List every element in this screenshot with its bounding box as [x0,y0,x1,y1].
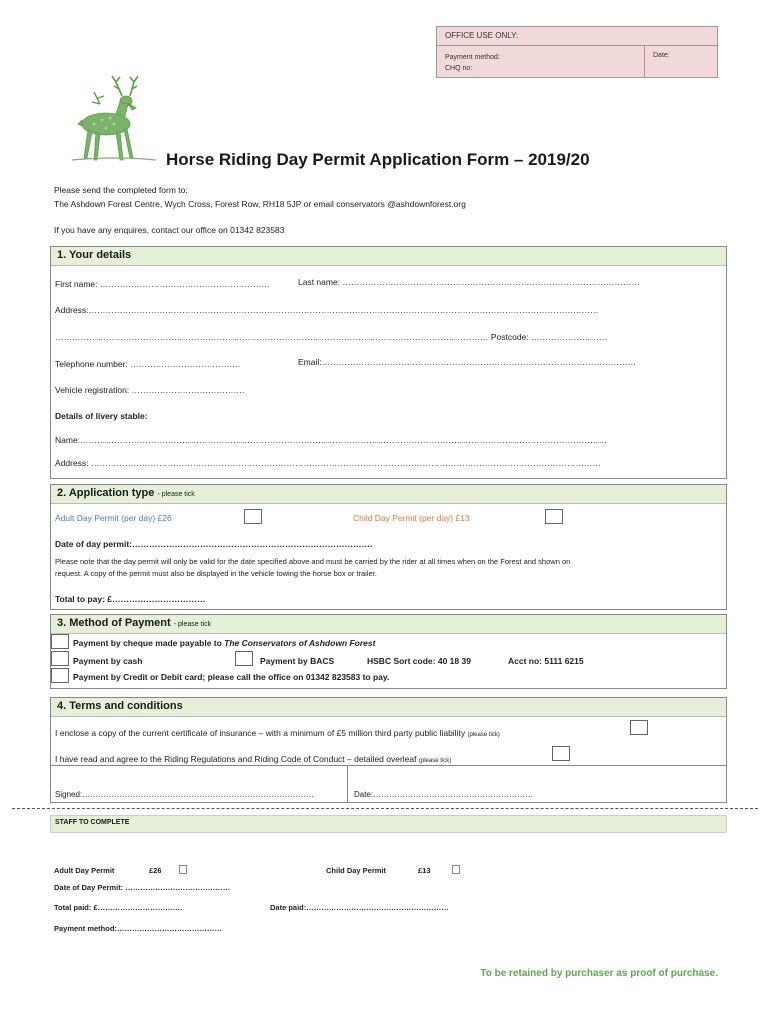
card-checkbox[interactable] [51,668,69,683]
office-date: Date: [644,46,718,78]
first-name-field[interactable]: First name: …………………………………………………… [55,279,270,289]
cash-payment-label: Payment by cash [73,656,143,666]
regulations-text: I have read and agree to the Riding Regulations and Riding Code of Conduct – detailed overleaf [55,754,417,764]
office-use-box [436,26,718,78]
staff-header: STAFF TO COMPLETE [50,815,727,833]
staff-date-of-permit[interactable]: Date of Day Permit: …………………………………… [54,883,231,892]
total-to-pay-field[interactable]: Total to pay: £…………………………… [55,594,206,604]
vehicle-registration-field[interactable]: Vehicle registration: …………………………………. [55,385,245,395]
section-3-note: - please tick [173,621,212,628]
section-4-title: 4. Terms and conditions [57,700,183,712]
signed-field[interactable]: Signed:…………………………………………………………………………… [55,790,315,799]
section-2-note: - please tick [157,491,195,498]
section-application-type [50,484,727,610]
regulations-checkbox[interactable] [552,746,570,761]
cheque-checkbox[interactable] [51,634,69,649]
bacs-checkbox[interactable] [235,651,253,666]
staff-total-paid[interactable]: Total paid: £……………………………. [54,903,183,912]
cheque-label-text: Payment by cheque made payable to [73,638,225,648]
section-1-header [51,247,726,266]
insurance-text: I enclose a copy of the current certificate of insurance – with a minimum of £5 million third party public liability [55,728,466,738]
signature-row-divider [51,765,726,766]
office-payment-fields [445,52,500,74]
office-chq-no: CHQ no: [445,65,473,72]
retain-proof-note: To be retained by purchaser as proof of purchase. [480,968,718,979]
form-title: Horse Riding Day Permit Application Form – 2019/20 [166,150,590,169]
section-your-details [50,246,727,479]
child-permit-checkbox[interactable] [545,509,563,524]
section-method-of-payment [50,614,727,689]
address-field-1[interactable]: Address:……………………………………………………………………………………………………………………………………………………………… [55,305,599,315]
card-payment-label: Payment by Credit or Debit card; please call the office on 01342 823583 to pay. [73,672,390,682]
section-1-title: 1. Your details [57,249,132,261]
email-field[interactable]: Email:………………………………………………………………………………………………… [298,357,637,367]
cut-line [12,808,758,809]
address-postcode-field[interactable]: ……………………………………………………………………………………………………………………………………… Postcode: ……………………… [55,332,608,342]
adult-permit-checkbox[interactable] [244,509,262,524]
signature-col-divider [347,765,348,803]
staff-child-checkbox[interactable] [452,865,460,874]
adult-permit-label: Adult Day Permit (per day) £26 [55,513,172,523]
insurance-statement [55,728,500,738]
livery-name-field[interactable]: Name:…………………………………………………………………………………………………………………………………………………………………… [55,435,608,445]
deer-logo [64,74,164,164]
staff-adult-checkbox[interactable] [179,865,187,874]
section-terms-conditions [50,697,727,803]
section-2-header [51,485,726,504]
cash-checkbox[interactable] [51,651,69,666]
bacs-payment-label: Payment by BACS [260,656,335,666]
section-2-title: 2. Application type [57,487,155,499]
validity-note-line-1: Please note that the day permit will only be valid for the date specified above and must be carried by the rider at all times when on the Forest and shown on [55,557,571,566]
office-payment-method: Payment method: [445,54,500,61]
hsbc-sort-code: HSBC Sort code: 40 18 39 [367,656,471,666]
section-3-header [51,615,726,634]
staff-payment-method[interactable]: Payment method:…………………………………… [54,924,222,933]
section-4-header [51,698,726,717]
telephone-field[interactable]: Telephone number: ………………………………… [55,359,241,369]
cheque-payee: The Conservators of Ashdown Forest [224,638,376,648]
account-number: Acct no: 5111 6215 [508,656,584,666]
last-name-field[interactable]: Last name: …………………………………………………………………………………………… [298,277,640,287]
date-of-permit-field[interactable]: Date of day permit:…………………………………………………………………………. [55,539,373,549]
signed-date-field[interactable]: Date:…………………………………………………… [354,790,534,799]
insurance-checkbox[interactable] [630,720,648,735]
intro-text [54,183,466,237]
section-3-title: 3. Method of Payment [57,617,171,629]
livery-stable-heading: Details of livery stable: [55,411,148,421]
insurance-tick-note: (please tick) [467,732,500,738]
staff-date-paid[interactable]: Date paid:………………………………………………… [270,903,449,912]
staff-adult-label: Adult Day Permit [54,866,115,875]
validity-note-line-2: request. A copy of the permit must also be displayed in the vehicle towing the horse box or trailer. [55,569,377,578]
intro-address-line: The Ashdown Forest Centre, Wych Cross, Forest Row, RH18 5JP or email conservators @ashdownforest.org [54,199,466,209]
intro-line-1: Please send the completed form to: [54,185,188,195]
livery-address-field[interactable]: Address: ……………………………………………………………………………………………………………………………………………………………… [55,458,601,468]
staff-adult-price: £26 [149,866,162,875]
regulations-tick-note: (please tick) [418,758,452,764]
intro-enquiries-line: If you have any enquires, contact our office on 01342 823583 [54,225,285,235]
staff-child-price: £13 [418,866,431,875]
staff-child-label: Child Day Permit [326,866,387,875]
child-permit-label: Child Day Permit (per day) £13 [353,513,470,523]
regulations-statement [55,754,451,764]
office-use-header: OFFICE USE ONLY: [437,27,717,46]
cheque-payment-label [73,638,375,648]
